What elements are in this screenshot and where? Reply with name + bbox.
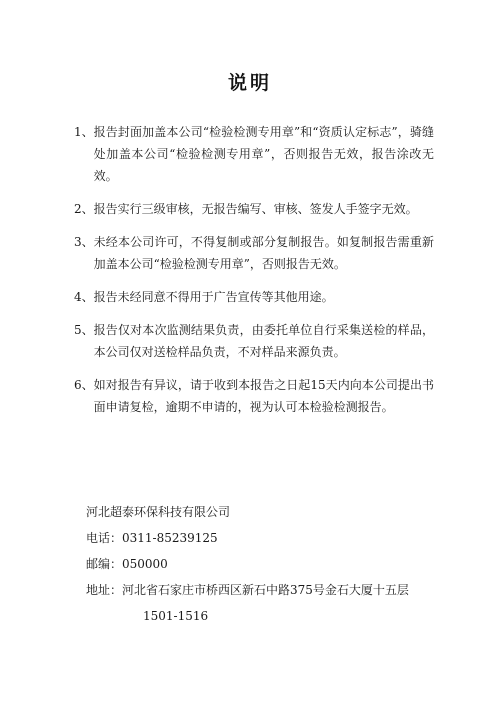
note-text: 报告仅对本次监测结果负责，由委托单位自行采集送检的样品，本公司仅对送检样品负责，不对样品来源负责。 <box>93 323 434 359</box>
note-item <box>74 374 434 418</box>
company-info <box>86 503 409 633</box>
company-address: 地址：河北省石家庄市桥西区新石中路375号金石大厦十五层 <box>86 583 409 597</box>
note-text: 报告未经同意不得用于广告宣传等其他用途。 <box>93 290 334 304</box>
company-address-continued: 1501-1516 <box>143 609 209 623</box>
notes-list <box>74 121 434 429</box>
note-number: 2、 <box>74 202 94 216</box>
note-text: 如对报告有异议，请于收到本报告之日起15天内向本公司提出书面申请复检，逾期不申请的，视为认可本检验检测报告。 <box>93 378 434 414</box>
note-item <box>74 198 434 220</box>
note-number: 5、 <box>74 323 94 337</box>
note-item <box>74 121 434 187</box>
note-number: 1、 <box>74 125 94 139</box>
company-postcode: 邮编：050000 <box>86 557 168 571</box>
note-text: 报告实行三级审核，无报告编写、审核、签发人手签字无效。 <box>93 202 418 216</box>
note-item <box>74 319 434 363</box>
note-number: 6、 <box>74 378 94 392</box>
page-title: 说明 <box>227 72 272 94</box>
company-phone: 电话：0311-85239125 <box>86 531 218 545</box>
note-text: 报告封面加盖本公司“检验检测专用章”和“资质认定标志”，骑缝处加盖本公司“检验检测专用章”，否则报告无效，报告涂改无效。 <box>93 125 434 183</box>
note-text: 未经本公司许可，不得复制或部分复制报告。如复制报告需重新加盖本公司“检验检测专用章”，否则报告无效。 <box>93 235 434 271</box>
note-item <box>74 231 434 275</box>
note-number: 3、 <box>74 235 94 249</box>
note-item <box>74 286 434 308</box>
note-number: 4、 <box>74 290 94 304</box>
company-name: 河北超泰环保科技有限公司 <box>86 505 231 519</box>
